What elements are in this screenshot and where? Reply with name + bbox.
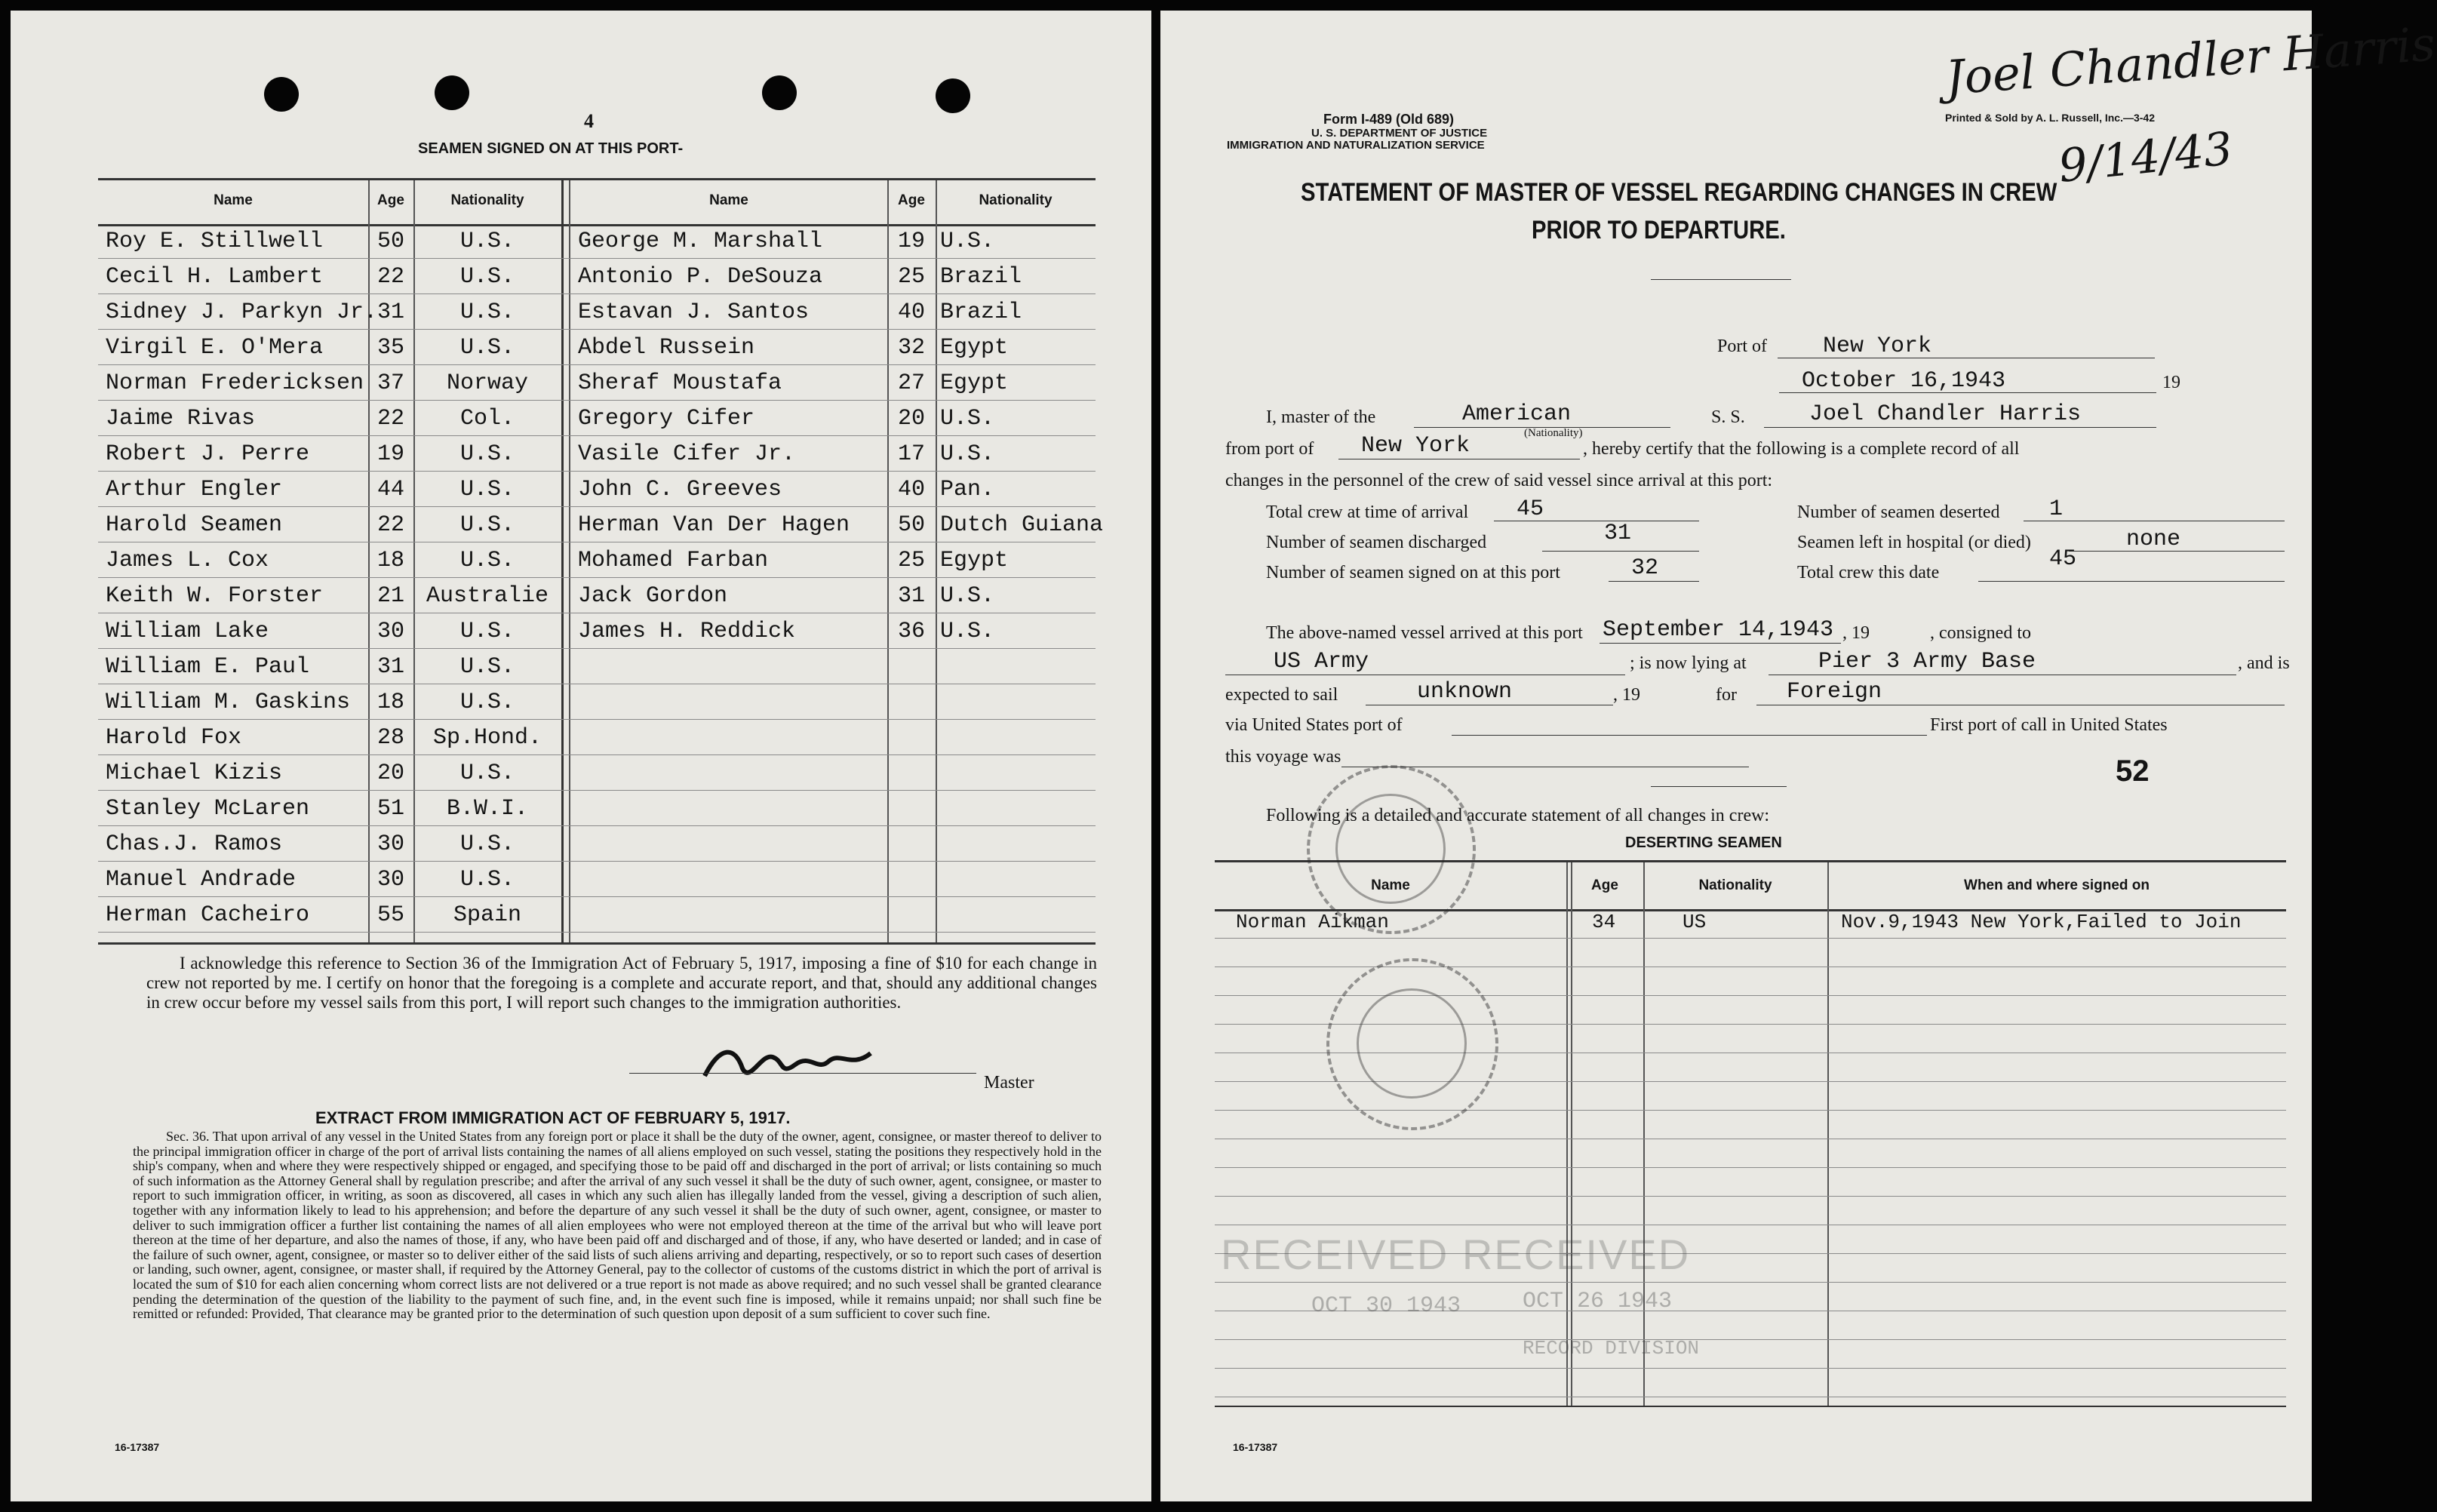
discharged-value: 31 bbox=[1604, 521, 1632, 546]
desert-table-row bbox=[1215, 938, 2286, 967]
seaman-age: 25 bbox=[897, 548, 925, 573]
deserter-when-where: Nov.9,1943 New York,Failed to Join bbox=[1841, 911, 2242, 933]
printer-note: Printed & Sold by A. L. Russell, Inc.—3-42 bbox=[1945, 112, 2155, 124]
seaman-nationality: U.S. bbox=[459, 441, 515, 467]
seaman-name: James H. Reddick bbox=[578, 619, 796, 644]
seaman-nationality: U.S. bbox=[459, 512, 515, 538]
desert-col-when-where: When and where signed on bbox=[1964, 877, 2150, 893]
seaman-name: Antonio P. DeSouza bbox=[578, 264, 823, 290]
first-port-label: First port of call in United States bbox=[1930, 715, 2168, 735]
seaman-nationality: U.S. bbox=[459, 619, 515, 644]
seaman-age: 20 bbox=[897, 406, 925, 432]
lying-value: Pier 3 Army Base bbox=[1818, 649, 2036, 675]
seaman-age: 19 bbox=[897, 229, 925, 254]
seaman-nationality: Spain bbox=[453, 902, 521, 928]
seaman-nationality: Sp.Hond. bbox=[432, 725, 542, 751]
discharged-line bbox=[1542, 551, 1699, 552]
lying-label: ; is now lying at bbox=[1630, 653, 1747, 673]
table-header bbox=[98, 180, 1096, 226]
seaman-nationality: Egypt bbox=[940, 548, 1009, 573]
extract-text: Sec. 36. That upon arrival of any vessel in the United States from any foreign port or place it shall be the duty of the owner, agent, consignee, or master thereof to deliver to the principal immigration officer in charge of the port of arrival lists containing the names of all aliens employed on such vessel, stating the positions they respectively hold in the ship's company, when and where they were respectively shipped or engaged, and specifying those to be paid off and discharged in the port of arrival; or lists containing so much of such information as the Attorney General shall by regulation prescribe; and after the arrival of any such vessel it shall be the duty of such owner, agent, consignee, or master to report to such immigration officer, in writing, as soon as discovered, all cases in which any such alien has illegally landed from the vessel, giving a description of such alien, together with any information likely to lead to his apprehension; and before the departure of any such vessel it shall be the duty of such owner, agent, consignee, or master to deliver to such immigration officer a further list containing the names of all alien employees who were not employed thereon at the time of the arrival but who will leave port thereon at the time of her departure, and also the names of those, if any, who have been paid off and discharged and of those, if any, who have deserted or landed; and in case of the failure of such owner, agent, consignee, or master so to deliver either of the said lists of such aliens arriving and departing, respectively, or so to report such cases of desertion or landing, such owner, agent, consignee, or master shall, if required by the Attorney General, pay to the collector of customs of the customs district in which the port of arrival is located the sum of $10 for each alien concerning whom correct lists are not delivered or a true report is not made as above required; and no such vessel shall be granted clearance pending the determination of the question of the liability to the payment of such fine, and, in the event such fine is imposed, while it remains unpaid; nor shall such fine be remitted or refunded: Provided, That clearance may be granted prior to the determination of such question upon deposit of a sum sufficient to cover such fine. bbox=[133, 1129, 1102, 1322]
total-date-line bbox=[1978, 581, 2285, 582]
following-label: Following is a detailed and accurate statement of all changes in crew: bbox=[1266, 806, 1770, 825]
short-rule bbox=[1651, 786, 1787, 787]
ship-value: Joel Chandler Harris bbox=[1809, 401, 2082, 427]
seaman-nationality: Pan. bbox=[940, 477, 995, 502]
seaman-name: Stanley McLaren bbox=[106, 796, 310, 822]
seaman-nationality: U.S. bbox=[459, 867, 515, 893]
total-date-value: 45 bbox=[2049, 546, 2077, 572]
seaman-age: 50 bbox=[897, 512, 925, 538]
seaman-name: Roy E. Stillwell bbox=[106, 229, 324, 254]
seaman-nationality: U.S. bbox=[459, 654, 515, 680]
received-date-1: OCT 30 1943 bbox=[1311, 1293, 1461, 1319]
total-arrival-value: 45 bbox=[1517, 496, 1544, 522]
seamen-heading: SEAMEN SIGNED ON AT THIS PORT- bbox=[418, 140, 684, 157]
table-row bbox=[98, 330, 1096, 365]
seaman-name: William Lake bbox=[106, 619, 269, 644]
seaman-age: 28 bbox=[376, 725, 404, 751]
seaman-name: Virgil E. O'Mera bbox=[106, 335, 324, 361]
department: U. S. DEPARTMENT OF JUSTICE bbox=[1311, 127, 1488, 140]
seaman-nationality: U.S. bbox=[459, 548, 515, 573]
table-row bbox=[98, 862, 1096, 897]
desert-col-name: Name bbox=[1371, 877, 1410, 893]
punch-hole bbox=[936, 78, 970, 113]
date-suffix: 19 bbox=[2162, 373, 2180, 392]
seaman-name: Robert J. Perre bbox=[106, 441, 310, 467]
seaman-age: 50 bbox=[376, 229, 404, 254]
deserted-label: Number of seamen deserted bbox=[1797, 502, 2000, 522]
page-number: 4 bbox=[584, 110, 594, 132]
from-port-value: New York bbox=[1361, 433, 1470, 459]
title-rule bbox=[1651, 279, 1791, 280]
seaman-nationality: Australie bbox=[426, 583, 549, 609]
seaman-age: 17 bbox=[897, 441, 925, 467]
seaman-age: 51 bbox=[376, 796, 404, 822]
seaman-name: Gregory Cifer bbox=[578, 406, 755, 432]
punch-hole bbox=[264, 77, 299, 112]
seaman-age: 18 bbox=[376, 690, 404, 715]
port-of-value: New York bbox=[1823, 333, 1932, 359]
table-row bbox=[98, 898, 1096, 933]
stamp-number: 52 bbox=[2116, 754, 2150, 788]
seaman-name: Cecil H. Lambert bbox=[106, 264, 324, 290]
received-date-2: OCT 26 1943 bbox=[1523, 1289, 1673, 1314]
deserter-age: 34 bbox=[1592, 911, 1616, 933]
seaman-name: Manuel Andrade bbox=[106, 867, 297, 893]
extract-title: EXTRACT FROM IMMIGRATION ACT OF FEBRUARY 5, 1917. bbox=[315, 1108, 791, 1127]
arrived-suffix: , 19 bbox=[1842, 623, 1870, 643]
seaman-age: 30 bbox=[376, 619, 404, 644]
for-value: Foreign bbox=[1787, 679, 1882, 705]
seaman-name: George M. Marshall bbox=[578, 229, 823, 254]
discharged-label: Number of seamen discharged bbox=[1266, 533, 1487, 552]
right-page bbox=[1160, 11, 2437, 1501]
seaman-name: Sidney J. Parkyn Jr. bbox=[106, 300, 378, 325]
seaman-age: 55 bbox=[376, 902, 404, 928]
circular-stamp-inner bbox=[1357, 988, 1467, 1099]
seaman-age: 27 bbox=[897, 370, 925, 396]
seaman-age: 25 bbox=[897, 264, 925, 290]
col-nationality-header: Nationality bbox=[450, 192, 524, 208]
seaman-nationality: U.S. bbox=[459, 335, 515, 361]
desert-table-row bbox=[1215, 1196, 2286, 1225]
port-of-label: Port of bbox=[1717, 337, 1767, 356]
seaman-age: 31 bbox=[897, 583, 925, 609]
desert-table-row bbox=[1215, 1339, 2286, 1369]
form-code: 16-17387 bbox=[1233, 1441, 1278, 1453]
desert-table-row bbox=[1215, 1139, 2286, 1168]
col-age-header: Age bbox=[898, 192, 925, 208]
seaman-name: Harold Seamen bbox=[106, 512, 283, 538]
arrived-line bbox=[1600, 643, 1841, 644]
for-label: for bbox=[1716, 685, 1737, 705]
total-arrival-label: Total crew at time of arrival bbox=[1266, 502, 1469, 522]
seaman-nationality: U.S. bbox=[459, 229, 515, 254]
form-id: Form I-489 (Old 689) bbox=[1323, 112, 1455, 127]
changes-text: changes in the personnel of the crew of said vessel since arrival at this port: bbox=[1225, 471, 1773, 490]
seaman-name: Abdel Russein bbox=[578, 335, 755, 361]
table-row bbox=[98, 508, 1104, 542]
seaman-age: 19 bbox=[376, 441, 404, 467]
handwritten-date: 9/14/43 bbox=[2055, 122, 2236, 193]
seaman-name: Keith W. Forster bbox=[106, 583, 324, 609]
deserter-name: Norman Aikman bbox=[1236, 911, 1389, 933]
arrived-label: The above-named vessel arrived at this port bbox=[1266, 623, 1583, 643]
seaman-name: Michael Kizis bbox=[106, 761, 283, 786]
seaman-nationality: Brazil bbox=[940, 264, 1022, 290]
seaman-nationality: U.S. bbox=[459, 690, 515, 715]
table-row bbox=[98, 791, 1096, 826]
certify-text: , hereby certify that the following is a complete record of all bbox=[1583, 439, 2020, 459]
left-page bbox=[11, 11, 1151, 1501]
seaman-nationality: U.S. bbox=[459, 477, 515, 502]
col-name-header: Name bbox=[214, 192, 253, 208]
acknowledgment-text: I acknowledge this reference to Section 36 of the Immigration Act of February 5, 1917, imposing a fine of $10 for each change in crew not reported by me. I certify on honor that the foregoing is a complete and accurate report, and that, should any additional changes in crew occur before my vessel sails from this port, I will report such changes to the immigration authorities. bbox=[146, 954, 1097, 1012]
form-title-line1: STATEMENT OF MASTER OF VESSEL REGARDING CHANGES IN CREW bbox=[1301, 178, 2057, 207]
desert-table-row bbox=[1215, 1368, 2286, 1397]
seaman-name: William E. Paul bbox=[106, 654, 310, 680]
expected-label: expected to sail bbox=[1225, 685, 1338, 705]
desert-col-nationality: Nationality bbox=[1698, 877, 1772, 893]
table-row bbox=[98, 472, 1096, 507]
arrived-value: September 14,1943 bbox=[1603, 617, 1834, 643]
seaman-nationality: Col. bbox=[459, 406, 515, 432]
seaman-nationality: U.S. bbox=[940, 406, 995, 432]
seaman-name: Herman Cacheiro bbox=[106, 902, 310, 928]
seaman-age: 30 bbox=[376, 831, 404, 857]
seaman-age: 32 bbox=[897, 335, 925, 361]
seaman-nationality: U.S. bbox=[940, 583, 995, 609]
seaman-nationality: Egypt bbox=[940, 335, 1009, 361]
table-row bbox=[98, 827, 1096, 862]
desert-col-age: Age bbox=[1591, 877, 1618, 893]
seaman-age: 22 bbox=[376, 264, 404, 290]
signed-on-value: 32 bbox=[1631, 555, 1659, 581]
master-signature bbox=[690, 1031, 886, 1091]
seaman-nationality: U.S. bbox=[459, 761, 515, 786]
seaman-name: Jaime Rivas bbox=[106, 406, 256, 432]
seaman-nationality: U.S. bbox=[940, 441, 995, 467]
consigned-label: , consigned to bbox=[1930, 623, 2031, 643]
table-row bbox=[98, 756, 1096, 791]
seaman-age: 22 bbox=[376, 512, 404, 538]
table-row bbox=[98, 614, 1096, 649]
table-row bbox=[98, 437, 1096, 472]
table-row bbox=[98, 401, 1096, 436]
table-row bbox=[98, 579, 1096, 613]
seaman-age: 21 bbox=[376, 583, 404, 609]
seaman-age: 31 bbox=[376, 654, 404, 680]
ship-line bbox=[1764, 427, 2156, 428]
from-port-label: from port of bbox=[1225, 439, 1314, 459]
deserting-seamen-table bbox=[1215, 860, 2286, 1407]
seaman-nationality: Egypt bbox=[940, 370, 1009, 396]
table-row bbox=[98, 721, 1096, 755]
col-nationality-header: Nationality bbox=[979, 192, 1053, 208]
table-row bbox=[98, 650, 1096, 684]
form-title-line2: PRIOR TO DEPARTURE. bbox=[1532, 216, 1786, 244]
seaman-name: Mohamed Farban bbox=[578, 548, 769, 573]
hospital-label: Seamen left in hospital (or died) bbox=[1797, 533, 2031, 552]
table-row bbox=[98, 543, 1096, 578]
table-row bbox=[98, 366, 1096, 401]
seaman-name: Estavan J. Santos bbox=[578, 300, 810, 325]
seaman-age: 40 bbox=[897, 300, 925, 325]
seaman-name: John C. Greeves bbox=[578, 477, 782, 502]
seaman-age: 31 bbox=[376, 300, 404, 325]
seaman-age: 40 bbox=[897, 477, 925, 502]
deserting-heading: DESERTING SEAMEN bbox=[1625, 834, 1782, 851]
seaman-nationality: U.S. bbox=[940, 619, 995, 644]
via-line bbox=[1452, 735, 1927, 736]
seamen-signed-on-table bbox=[98, 178, 1104, 945]
seaman-name: Jack Gordon bbox=[578, 583, 728, 609]
table-row bbox=[98, 295, 1096, 330]
table-row bbox=[98, 224, 1096, 259]
handwritten-ship-name: Joel Chandler Harris bbox=[1944, 16, 2437, 106]
seaman-name: Herman Van Der Hagen bbox=[578, 512, 850, 538]
seaman-name: Harold Fox bbox=[106, 725, 242, 751]
received-stamp: RECEIVED RECEIVED bbox=[1221, 1231, 1691, 1278]
consignee-value: US Army bbox=[1274, 649, 1369, 675]
total-date-label: Total crew this date bbox=[1797, 563, 1940, 582]
seaman-nationality: U.S. bbox=[459, 831, 515, 857]
seaman-nationality: U.S. bbox=[459, 300, 515, 325]
seaman-nationality: B.W.I. bbox=[446, 796, 529, 822]
voyage-label: this voyage was bbox=[1225, 747, 1341, 767]
table-row bbox=[98, 260, 1096, 294]
signed-on-line bbox=[1609, 581, 1699, 582]
expected-value: unknown bbox=[1417, 679, 1513, 705]
seaman-age: 37 bbox=[376, 370, 404, 396]
record-division: RECORD DIVISION bbox=[1523, 1337, 1700, 1360]
hospital-value: none bbox=[2126, 527, 2181, 552]
punch-hole bbox=[762, 75, 797, 110]
seaman-name: Vasile Cifer Jr. bbox=[578, 441, 796, 467]
seaman-age: 18 bbox=[376, 548, 404, 573]
expected-19: , 19 bbox=[1613, 685, 1640, 705]
seaman-name: Sheraf Moustafa bbox=[578, 370, 782, 396]
deserted-value: 1 bbox=[2049, 496, 2064, 522]
deserter-nationality: US bbox=[1683, 911, 1707, 933]
circular-stamp-inner bbox=[1335, 794, 1446, 904]
col-name-header: Name bbox=[709, 192, 748, 208]
punch-hole bbox=[435, 75, 469, 110]
form-code: 16-17387 bbox=[115, 1441, 160, 1453]
master-of-label: I, master of the bbox=[1266, 407, 1376, 427]
col-age-header: Age bbox=[377, 192, 404, 208]
seaman-nationality: U.S. bbox=[459, 264, 515, 290]
signed-on-label: Number of seamen signed on at this port bbox=[1266, 563, 1560, 582]
service: IMMIGRATION AND NATURALIZATION SERVICE bbox=[1227, 139, 1485, 152]
master-label: Master bbox=[984, 1073, 1034, 1093]
seaman-name: Chas.J. Ramos bbox=[106, 831, 283, 857]
ss-label: S. S. bbox=[1711, 407, 1745, 427]
seaman-nationality: Dutch Guiana bbox=[940, 512, 1104, 538]
seaman-name: William M. Gaskins bbox=[106, 690, 351, 715]
via-label: via United States port of bbox=[1225, 715, 1403, 735]
seaman-nationality: U.S. bbox=[940, 229, 995, 254]
desert-table-row bbox=[1215, 1167, 2286, 1197]
date-value: October 16,1943 bbox=[1802, 368, 2006, 394]
nationality-caption: (Nationality) bbox=[1524, 427, 1583, 439]
nationality-value: American bbox=[1462, 401, 1572, 427]
seaman-nationality: Brazil bbox=[940, 300, 1022, 325]
seaman-age: 22 bbox=[376, 406, 404, 432]
seaman-age: 36 bbox=[897, 619, 925, 644]
signature-line bbox=[629, 1073, 976, 1074]
and-is: , and is bbox=[2238, 653, 2290, 673]
seaman-age: 20 bbox=[376, 761, 404, 786]
seaman-age: 44 bbox=[376, 477, 404, 502]
seaman-nationality: Norway bbox=[446, 370, 529, 396]
seaman-age: 30 bbox=[376, 867, 404, 893]
table-row bbox=[98, 685, 1096, 720]
seaman-age: 35 bbox=[376, 335, 404, 361]
seaman-name: Arthur Engler bbox=[106, 477, 283, 502]
seaman-name: James L. Cox bbox=[106, 548, 269, 573]
seaman-name: Norman Fredericksen bbox=[106, 370, 364, 396]
